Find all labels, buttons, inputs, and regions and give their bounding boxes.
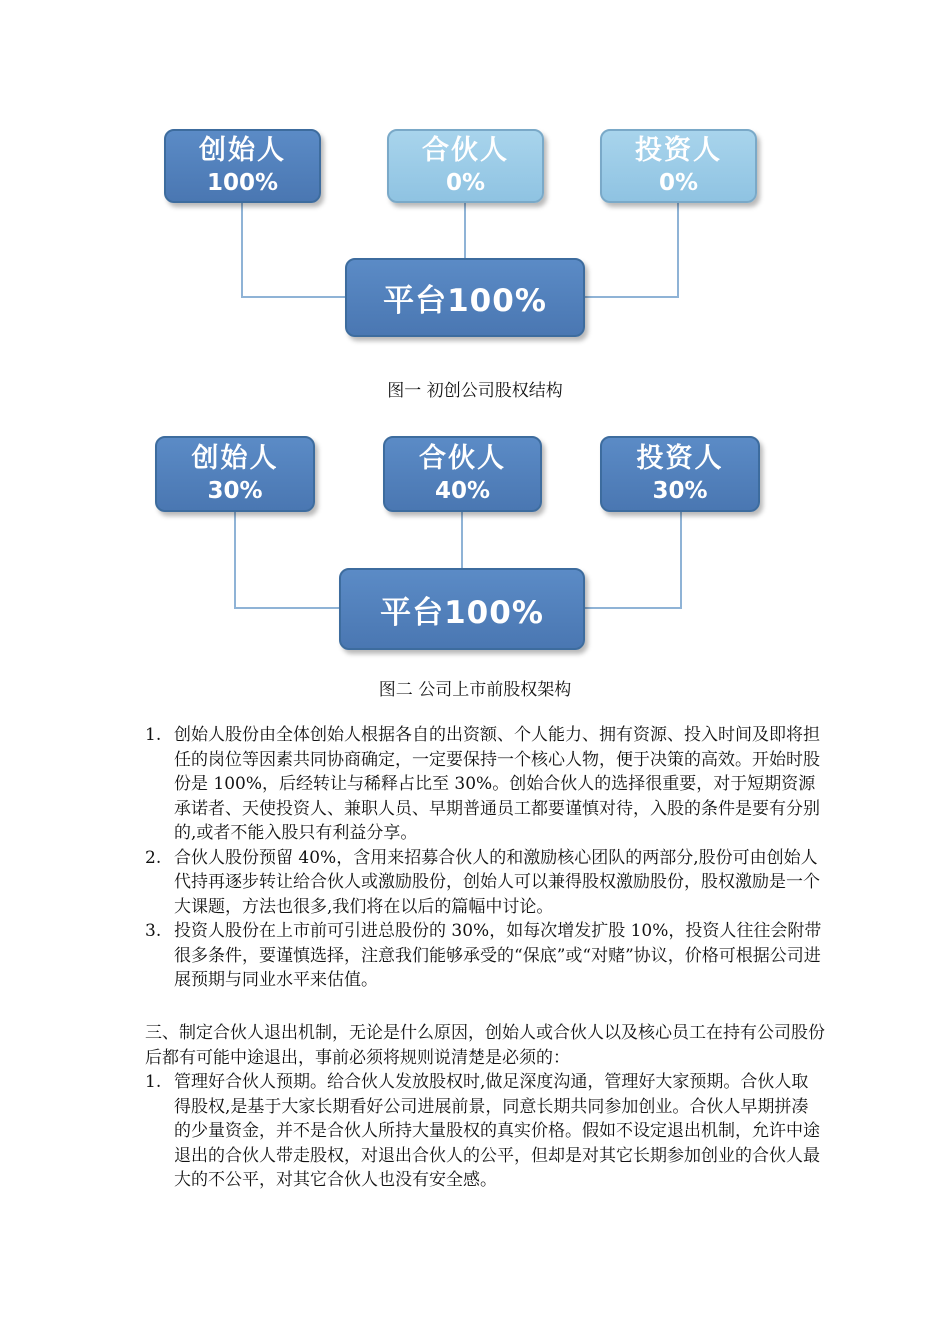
investor-share: 0% [658,170,699,196]
figure1-platform-box [345,258,585,337]
figure2-founder-box [155,436,315,512]
item-text: 合伙人股份预留 40%，含用来招募合伙人的和激励核心团队的两部分,股份可由创始人代持再逐步转让给合伙人或激励股份，创始人可以兼得股权激励股份，股权激励是一个大课题，方法也很多,我们将在以后的篇幅中讨论。 [174,847,820,917]
figure1-partner-box [387,129,544,203]
partner-share: 40% [434,478,491,504]
figure2-investor-box [600,436,760,512]
figure1-investor-box [600,129,757,203]
founder-label: 创始人 [191,443,279,474]
platform-label: 平台100% [383,283,547,319]
investor-label: 投资人 [635,135,722,166]
item-number: 3. [145,921,162,941]
exit-mechanism-list [145,1070,825,1193]
figure1-founder-box [164,129,321,203]
item-number: 1. [145,725,162,745]
list-item [145,723,825,846]
list-item [145,919,825,993]
list-item [145,1070,825,1193]
item-text: 创始人股份由全体创始人根据各自的出资额、个人能力、拥有资源、投入时间及即将担任的岗位等因素共同协商确定，一定要保持一个核心人物，便于决策的高效。开始时股份是 100%，后经转让与稀释占比至 30%。创始合伙人的选择很重要，对于短期资源承诺者、天使投资人、兼职人员、早期普通员工都要谨慎对待，入股的条件是要有分别的,或者不能入股只有利益分享。 [174,725,820,843]
figure2-partner-box [383,436,542,512]
founder-label: 创始人 [199,135,286,166]
investor-label: 投资人 [636,443,724,474]
figure2-platform-box [339,568,585,650]
platform-label: 平台100% [380,594,544,631]
item-number: 2. [145,847,162,868]
figure2-caption: 图二 公司上市前股权架构 [378,680,572,700]
partner-share: 0% [445,170,486,196]
item-text: 管理好合伙人预期。给合伙人发放股权时,做足深度沟通，管理好大家预期。合伙人取得股权,是基于大家长期看好公司进展前景，同意长期共同参加创业。合伙人早期拼凑的少量资金，并不是合伙人所持大量股权的真实价格。假如不设定退出机制，允许中途退出的合伙人带走股权，对退出合伙人的公平，但却是对其它长期参加创业的合伙人最大的不公平，对其它合伙人也没有安全感。 [174,1072,820,1190]
list-item [145,846,825,920]
founder-share: 100% [206,170,279,196]
figure1-caption: 图一 初创公司股权结构 [387,381,563,401]
founder-share: 30% [207,478,263,504]
section3-intro: 三、制定合伙人退出机制，无论是什么原因，创始人或合伙人以及核心员工在持有公司股份后都有可能中途退出，事前必须将规则说清楚是必须的： [145,1023,825,1068]
partner-label: 合伙人 [419,443,506,474]
partner-label: 合伙人 [422,135,509,166]
share-allocation-list [145,723,825,993]
item-text: 投资人股份在上市前可引进总股份的 30%，如每次增发扩股 10%，投资人往往会附带很多条件，要谨慎选择，注意我们能够承受的“保底”或“对赌”协议，价格可根据公司进展预期与同业水平来估值。 [174,921,822,990]
investor-share: 30% [652,478,708,504]
item-number: 1. [145,1072,162,1092]
